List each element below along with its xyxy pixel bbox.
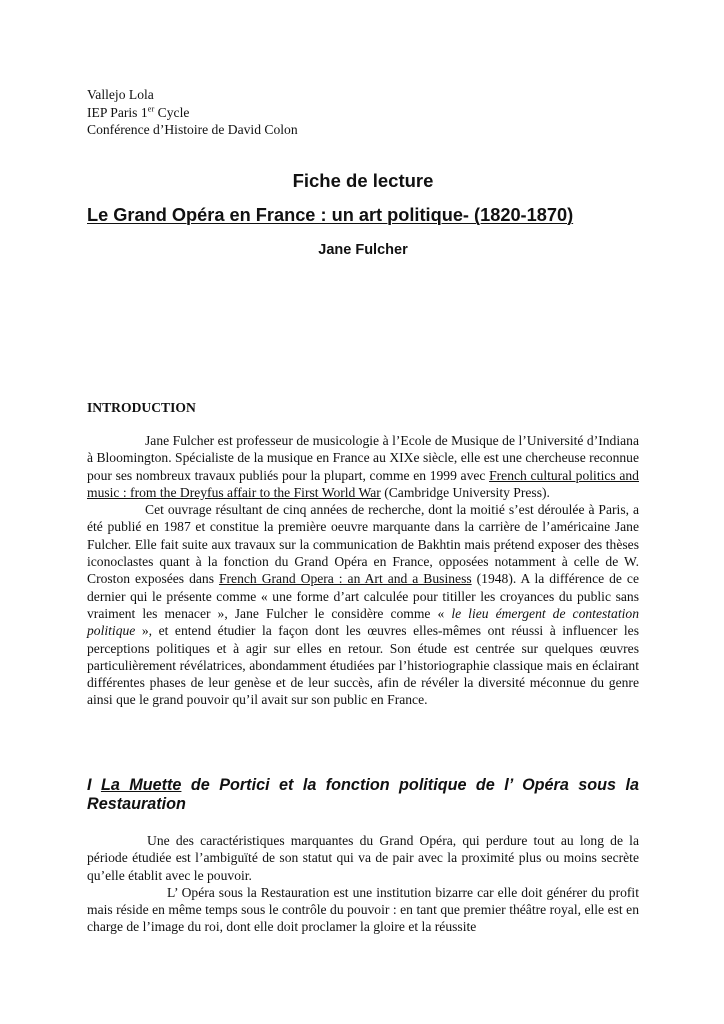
school-suffix: Cycle (154, 104, 190, 120)
introduction-body (87, 432, 639, 709)
intro-p2-quote: le lieu émergent de contestation politique (87, 605, 639, 639)
intro-p2-text-a: Cet ouvrage résultant de cinq années de recherche, dont la moitié s’est déroulée à Paris, a été publié en 1987 et constitue la première oeuvre marquante dans la carrière de l’américaine Jane Fulcher. Elle fait suite aux travaux sur la communication de Bakhtin mais prétend exposer des thèses iconoclastes quant à la fonction du Grand Opéra en France, opposées notamment à celle de W. Croston exposées dans (87, 502, 639, 587)
section-1-heading (87, 776, 639, 814)
intro-p1-book-ref: French cultural politics and music : from the Dreyfus affair to the First World War (87, 467, 639, 500)
author-name: Vallejo Lola (87, 87, 154, 102)
intro-p1-text-a: Jane Fulcher est professeur de musicologie à l’Ecole de Musique de l’Université d’Indiana à Bloomington. Spécialiste de la musique en France au XIXe siècle, elle est une chercheuse reconnue pour ses nombreux travaux publiés pour la plupart, comme en 1999 avec (87, 433, 639, 483)
section-1-prefix: I (87, 776, 101, 794)
section-1-rest: de Portici et la fonction politique de l’ Opéra sous la Restauration (87, 776, 639, 813)
section-1-opera-title: La Muette (100, 776, 182, 794)
introduction-heading: INTRODUCTION (87, 400, 196, 415)
school-line (87, 104, 298, 122)
conference-line: Conférence d’Histoire de David Colon (87, 122, 298, 137)
intro-p2-text-c: », et entend étudier la façon dont les œuvres elles-mêmes ont réussi à influencer les perceptions politiques et à agir sur elles en retour. Son étude est centrée sur quelques œuvres particulièrement révélatrices, abondamment étudiées par l’historiographie classique mais en éclairant différentes phases de leur genèse et de leur succès, afin de révéler la diversité méconnue du genre ainsi que le grand pouvoir qu’il avait sur son public en France. (87, 623, 639, 708)
book-author: Jane Fulcher (318, 242, 408, 258)
school-prefix: IEP Paris 1 (87, 104, 148, 120)
section-1-paragraph-1: Une des caractéristiques marquantes du Grand Opéra, qui perdure tout au long de la période étudiée est l’ambiguïté de son statut qui va de pair avec la proximité plus ou moins secrète qu’elle établit avec le pouvoir. (87, 833, 639, 883)
book-title: Le Grand Opéra en France : un art politique- (1820-1870) (87, 205, 574, 225)
school-superscript: er (147, 102, 155, 113)
intro-paragraph-1 (87, 432, 639, 501)
intro-p1-text-b: (Cambridge University Press). (380, 484, 550, 500)
intro-paragraph-2 (87, 501, 639, 709)
section-1-paragraph-2: L’ Opéra sous la Restauration est une institution bizarre car elle doit générer du profit mais réside en même temps sous le contrôle du pouvoir : en tant que premier théâtre royal, elle est en charge de l’image du roi, dont elle doit proclamer la gloire et la réussite (87, 884, 639, 935)
intro-p2-book-ref: French Grand Opera : an Art and a Business (218, 571, 472, 587)
intro-p2-text-b: (1948). A la différence de ce dernier qui le présente comme « une forme d’art calculée pour titiller les croyances du public sans vraiment les menacer », Jane Fulcher le considère comme « (87, 571, 639, 621)
section-1-body (87, 832, 639, 936)
doc-title: Fiche de lecture (292, 170, 434, 191)
header-block (87, 86, 298, 139)
